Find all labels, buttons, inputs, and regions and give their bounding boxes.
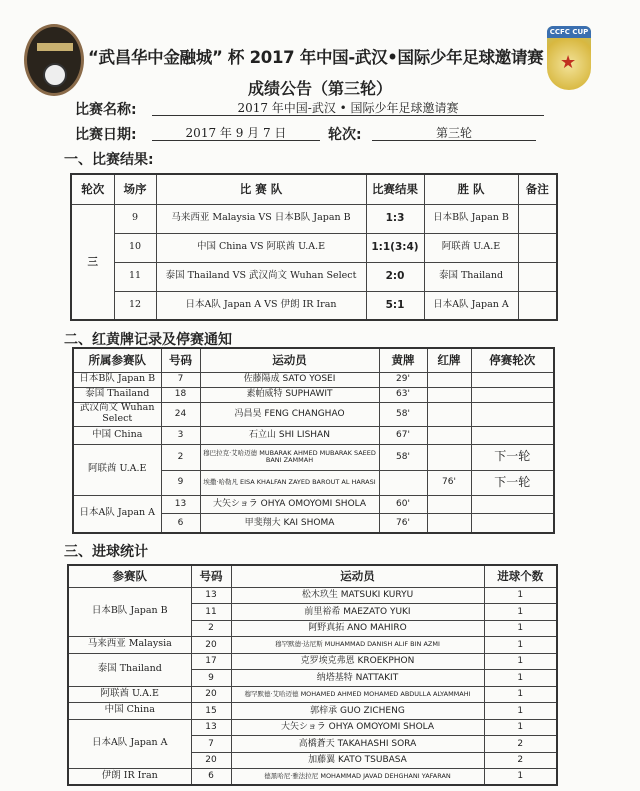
header-cell: 号码 bbox=[161, 348, 200, 372]
score: 2:0 bbox=[366, 262, 424, 291]
teams: 日本A队 Japan A VS 伊朗 IR Iran bbox=[156, 291, 366, 320]
header-cell: 比 赛 队 bbox=[156, 174, 366, 204]
note bbox=[518, 204, 557, 233]
ccfc-cup-logo: CCFC CUP ★ bbox=[547, 26, 591, 90]
number: 17 bbox=[191, 653, 231, 670]
table-row bbox=[68, 719, 557, 736]
player: 松木玖生 MATSUKI KURYU bbox=[231, 587, 484, 604]
score: 1:1(3:4) bbox=[366, 233, 424, 262]
player: 大矢ショラ OHYA OMOYOMI SHOLA bbox=[200, 495, 379, 513]
yellow-card: 67' bbox=[379, 426, 427, 444]
player: 穆巴拉克·艾哈迈德 MUBARAK AHMED MUBARAK SAEED BANI ZAMMAH bbox=[200, 444, 379, 470]
table-row bbox=[73, 495, 554, 513]
score: 1:3 bbox=[366, 204, 424, 233]
number: 18 bbox=[161, 387, 200, 402]
suspension bbox=[471, 387, 554, 402]
round-label: 轮次: bbox=[328, 127, 362, 143]
goal-count: 2 bbox=[484, 752, 557, 769]
player: 前里裕希 MAEZATO YUKI bbox=[231, 604, 484, 621]
team: 日本B队 Japan B bbox=[73, 372, 161, 387]
yellow-card: 63' bbox=[379, 387, 427, 402]
match-no: 9 bbox=[114, 204, 156, 233]
goal-count: 1 bbox=[484, 670, 557, 687]
table-row bbox=[68, 686, 557, 703]
match-no: 10 bbox=[114, 233, 156, 262]
goal-count: 1 bbox=[484, 703, 557, 720]
round-cell: 三 bbox=[71, 204, 114, 320]
red-card bbox=[427, 444, 471, 470]
table-row bbox=[73, 372, 554, 387]
match-date-value: 2017 年 9 月 7 日 bbox=[152, 124, 320, 141]
player: 甲斐翔大 KAI SHOMA bbox=[200, 513, 379, 533]
table-row bbox=[71, 262, 557, 291]
red-card bbox=[427, 387, 471, 402]
goal-count: 1 bbox=[484, 587, 557, 604]
header-cell: 红牌 bbox=[427, 348, 471, 372]
table-header bbox=[68, 565, 557, 587]
red-card bbox=[427, 426, 471, 444]
team: 日本A队 Japan A bbox=[73, 495, 161, 533]
player: 穆罕默德·艾哈迈德 MOHAMED AHMED MOHAMED ABDULLA ALYAMMAHI bbox=[231, 686, 484, 703]
table-row bbox=[71, 204, 557, 233]
team: 中国 China bbox=[73, 426, 161, 444]
number: 15 bbox=[191, 703, 231, 720]
header-cell: 胜 队 bbox=[424, 174, 518, 204]
cards-table bbox=[72, 347, 555, 534]
number: 9 bbox=[161, 470, 200, 495]
suspension bbox=[471, 513, 554, 533]
yellow-card: 60' bbox=[379, 495, 427, 513]
team: 伊朗 IR Iran bbox=[68, 769, 191, 786]
round-value: 第三轮 bbox=[372, 124, 536, 141]
number: 20 bbox=[191, 637, 231, 654]
header-cell: 轮次 bbox=[71, 174, 114, 204]
number: 13 bbox=[161, 495, 200, 513]
table-row bbox=[68, 769, 557, 786]
header-cell: 所属参赛队 bbox=[73, 348, 161, 372]
table-row bbox=[73, 387, 554, 402]
match-name-value: 2017 年中国-武汉 • 国际少年足球邀请赛 bbox=[152, 99, 544, 116]
team: 中国 China bbox=[68, 703, 191, 720]
player: 穆罕默德·达尼斯 MUHAMMAD DANISH ALIF BIN AZMI bbox=[231, 637, 484, 654]
goal-count: 1 bbox=[484, 604, 557, 621]
number: 3 bbox=[161, 426, 200, 444]
table-row bbox=[71, 291, 557, 320]
table-row bbox=[71, 233, 557, 262]
suspension bbox=[471, 426, 554, 444]
number: 9 bbox=[191, 670, 231, 687]
number: 11 bbox=[191, 604, 231, 621]
suspension bbox=[471, 495, 554, 513]
results-table bbox=[70, 173, 558, 321]
number: 7 bbox=[191, 736, 231, 753]
team: 马来西亚 Malaysia bbox=[68, 637, 191, 654]
note bbox=[518, 233, 557, 262]
player: 高橋蒼天 TAKAHASHI SORA bbox=[231, 736, 484, 753]
goals-table bbox=[67, 564, 558, 786]
document-title: “武昌华中金融城” 杯 2017 年中国-武汉•国际少年足球邀请赛 bbox=[88, 48, 544, 67]
teams: 泰国 Thailand VS 武汉尚文 Wuhan Select bbox=[156, 262, 366, 291]
player: 加藤翼 KATO TSUBASA bbox=[231, 752, 484, 769]
player: 阿野真拓 ANO MAHIRO bbox=[231, 620, 484, 637]
teams: 马来西亚 Malaysia VS 日本B队 Japan B bbox=[156, 204, 366, 233]
winner: 日本A队 Japan A bbox=[424, 291, 518, 320]
match-no: 11 bbox=[114, 262, 156, 291]
winner: 泰国 Thailand bbox=[424, 262, 518, 291]
header-cell: 黄牌 bbox=[379, 348, 427, 372]
header-cell: 号码 bbox=[191, 565, 231, 587]
header-cell: 参赛队 bbox=[68, 565, 191, 587]
player: 克罗埃克弗恩 KROEKPHON bbox=[231, 653, 484, 670]
table-row bbox=[68, 637, 557, 654]
player: 德黑哈尼·雅法拉尼 MOHAMMAD JAVAD DEHGHANI YAFARAN bbox=[231, 769, 484, 786]
team: 武汉尚文 Wuhan Select bbox=[73, 402, 161, 426]
player: 佐藤陽成 SATO YOSEI bbox=[200, 372, 379, 387]
results-heading: 一、比赛结果: bbox=[64, 152, 154, 168]
number: 6 bbox=[161, 513, 200, 533]
header-cell: 比赛结果 bbox=[366, 174, 424, 204]
number: 7 bbox=[161, 372, 200, 387]
goals-heading: 三、进球统计 bbox=[64, 544, 148, 560]
winner: 日本B队 Japan B bbox=[424, 204, 518, 233]
red-card bbox=[427, 495, 471, 513]
number: 2 bbox=[161, 444, 200, 470]
player: 纳塔基特 NATTAKIT bbox=[231, 670, 484, 687]
table-row bbox=[68, 653, 557, 670]
team: 阿联酋 U.A.E bbox=[68, 686, 191, 703]
table-row bbox=[73, 444, 554, 470]
score: 5:1 bbox=[366, 291, 424, 320]
match-date-label: 比赛日期: bbox=[75, 127, 137, 143]
team: 日本B队 Japan B bbox=[68, 587, 191, 637]
player: 冯昌昊 FENG CHANGHAO bbox=[200, 402, 379, 426]
team: 日本A队 Japan A bbox=[68, 719, 191, 769]
number: 13 bbox=[191, 719, 231, 736]
player: 大矢ショラ OHYA OMOYOMI SHOLA bbox=[231, 719, 484, 736]
yellow-card bbox=[379, 470, 427, 495]
team: 阿联酋 U.A.E bbox=[73, 444, 161, 495]
number: 20 bbox=[191, 752, 231, 769]
header-cell: 备注 bbox=[518, 174, 557, 204]
winner: 阿联酋 U.A.E bbox=[424, 233, 518, 262]
goal-count: 1 bbox=[484, 637, 557, 654]
suspension: 下一轮 bbox=[471, 444, 554, 470]
yellow-card: 29' bbox=[379, 372, 427, 387]
match-no: 12 bbox=[114, 291, 156, 320]
note bbox=[518, 262, 557, 291]
yellow-card: 58' bbox=[379, 444, 427, 470]
number: 2 bbox=[191, 620, 231, 637]
header-cell: 场序 bbox=[114, 174, 156, 204]
table-row bbox=[73, 426, 554, 444]
goal-count: 2 bbox=[484, 736, 557, 753]
number: 6 bbox=[191, 769, 231, 786]
number: 24 bbox=[161, 402, 200, 426]
table-row bbox=[68, 587, 557, 604]
teams: 中国 China VS 阿联酋 U.A.E bbox=[156, 233, 366, 262]
yellow-card: 76' bbox=[379, 513, 427, 533]
goal-count: 1 bbox=[484, 719, 557, 736]
header-cell: 运动员 bbox=[200, 348, 379, 372]
note bbox=[518, 291, 557, 320]
red-card bbox=[427, 402, 471, 426]
table-row bbox=[73, 402, 554, 426]
goal-count: 1 bbox=[484, 620, 557, 637]
suspension bbox=[471, 402, 554, 426]
red-card bbox=[427, 372, 471, 387]
team: 泰国 Thailand bbox=[68, 653, 191, 686]
player: 素帕威特 SUPHAWIT bbox=[200, 387, 379, 402]
goal-count: 1 bbox=[484, 686, 557, 703]
red-card bbox=[427, 513, 471, 533]
star-icon: ★ bbox=[560, 52, 577, 73]
suspension bbox=[471, 372, 554, 387]
suspension: 下一轮 bbox=[471, 470, 554, 495]
cards-heading: 二、红黄牌记录及停赛通知 bbox=[64, 332, 232, 348]
header-cell: 运动员 bbox=[231, 565, 484, 587]
table-header bbox=[73, 348, 554, 372]
player: 埃撒·哈勒凡 EISA KHALFAN ZAYED BAROUT AL HARASI bbox=[200, 470, 379, 495]
table-row bbox=[68, 703, 557, 720]
header-cell: 停赛轮次 bbox=[471, 348, 554, 372]
goal-count: 1 bbox=[484, 653, 557, 670]
table-header bbox=[71, 174, 557, 204]
document-subtitle: 成绩公告（第三轮） bbox=[247, 79, 392, 98]
header-cell: 进球个数 bbox=[484, 565, 557, 587]
goal-count: 1 bbox=[484, 769, 557, 786]
number: 20 bbox=[191, 686, 231, 703]
match-name-label: 比赛名称: bbox=[75, 102, 137, 118]
number: 13 bbox=[191, 587, 231, 604]
player: 郭梓承 GUO ZICHENG bbox=[231, 703, 484, 720]
yellow-card: 58' bbox=[379, 402, 427, 426]
player: 石立山 SHI LISHAN bbox=[200, 426, 379, 444]
team: 泰国 Thailand bbox=[73, 387, 161, 402]
red-card: 76' bbox=[427, 470, 471, 495]
